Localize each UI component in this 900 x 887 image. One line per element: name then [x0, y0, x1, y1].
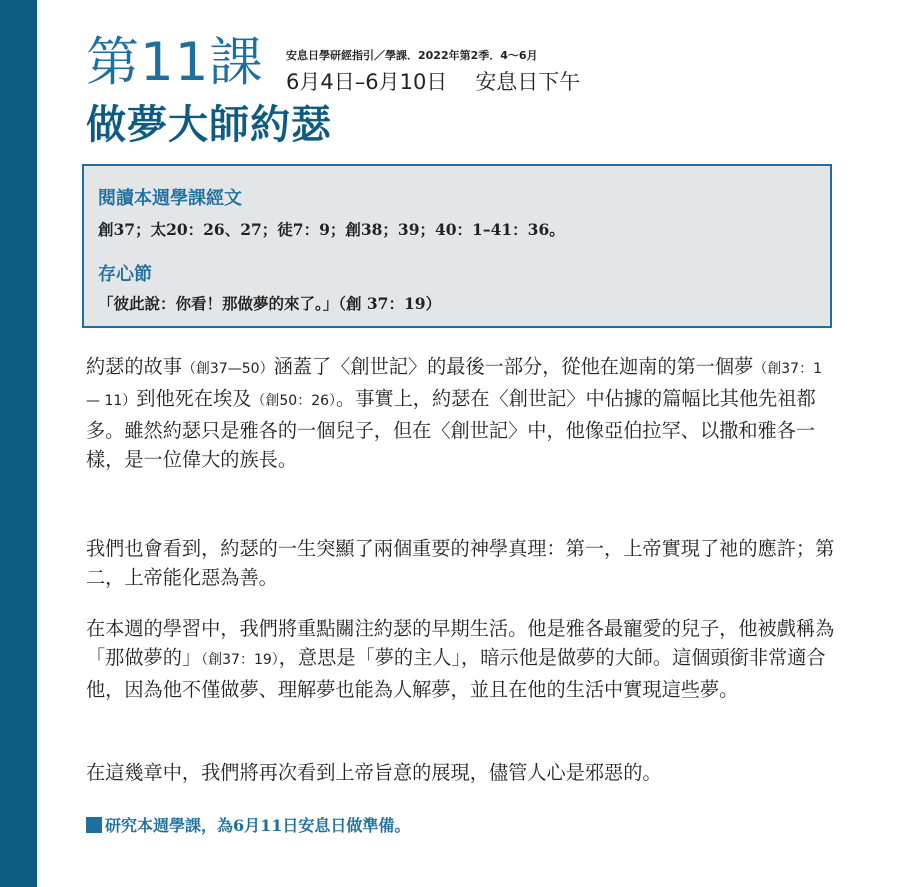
scripture-ref: （創50：26）	[251, 393, 337, 409]
series-label: 安息日學研經指引／學課．2022年第2季．4～6月	[286, 49, 538, 62]
reading-box	[82, 164, 832, 328]
paragraph-4: 在這幾章中，我們將再次看到上帝旨意的展現，儘管人心是邪惡的。	[86, 761, 662, 784]
reading-heading: 閱讀本週學課經文	[98, 188, 242, 209]
reading-text: 創37；太20：26、27；徒7：9；創38；39；40：1–41：36。	[98, 220, 565, 239]
day-label: 安息日下午	[475, 70, 581, 94]
paragraph-3: 在本週的學習中，我們將重點關注約瑟的早期生活。他是雅各最寵愛的兒子，他被戲稱為「那做夢的」（創37：19），意思是「夢的主人」，暗示他是做夢的大師。這個頭銜非常適合他，因為他不僅做夢、理解夢也能為人解夢，並且在他的生活中實現這些夢。	[86, 617, 835, 701]
lesson-title: 做夢大師約瑟	[86, 102, 332, 148]
left-color-bar	[0, 0, 37, 887]
paragraph-2: 我們也會看到，約瑟的一生突顯了兩個重要的神學真理：第一，上帝實現了祂的應許；第二，上帝能化惡為善。	[86, 537, 835, 589]
scripture-ref: （創37：1 — 11）	[86, 361, 822, 409]
footer-note: 研究本週學課，為6月11日安息日做準備。	[86, 813, 410, 836]
memory-verse-text: 「彼此說：你看！那做夢的來了。」（創 37：19）	[98, 294, 442, 313]
lesson-number: 第11課	[86, 32, 264, 93]
paragraph-1: 約瑟的故事（創37—50）涵蓋了〈創世記〉的最後一部分，從他在迦南的第一個夢（創37：1 — 11）到他死在埃及（創50：26）。事實上，約瑟在〈創世記〉中佔據的篇幅比其他先祖都多。雖然約瑟只是雅各的一個兒子，但在〈創世記〉中，他像亞伯拉罕、以撒和雅各一樣，是一位偉大的族長。	[86, 355, 822, 471]
scripture-ref: （創37：19）	[201, 652, 279, 668]
square-bullet-icon	[86, 817, 102, 833]
scripture-ref: （創37—50）	[181, 361, 274, 377]
date-range: 6月4日–6月10日	[286, 70, 448, 94]
memory-verse-heading: 存心節	[98, 264, 152, 285]
lesson-dates	[286, 66, 580, 96]
